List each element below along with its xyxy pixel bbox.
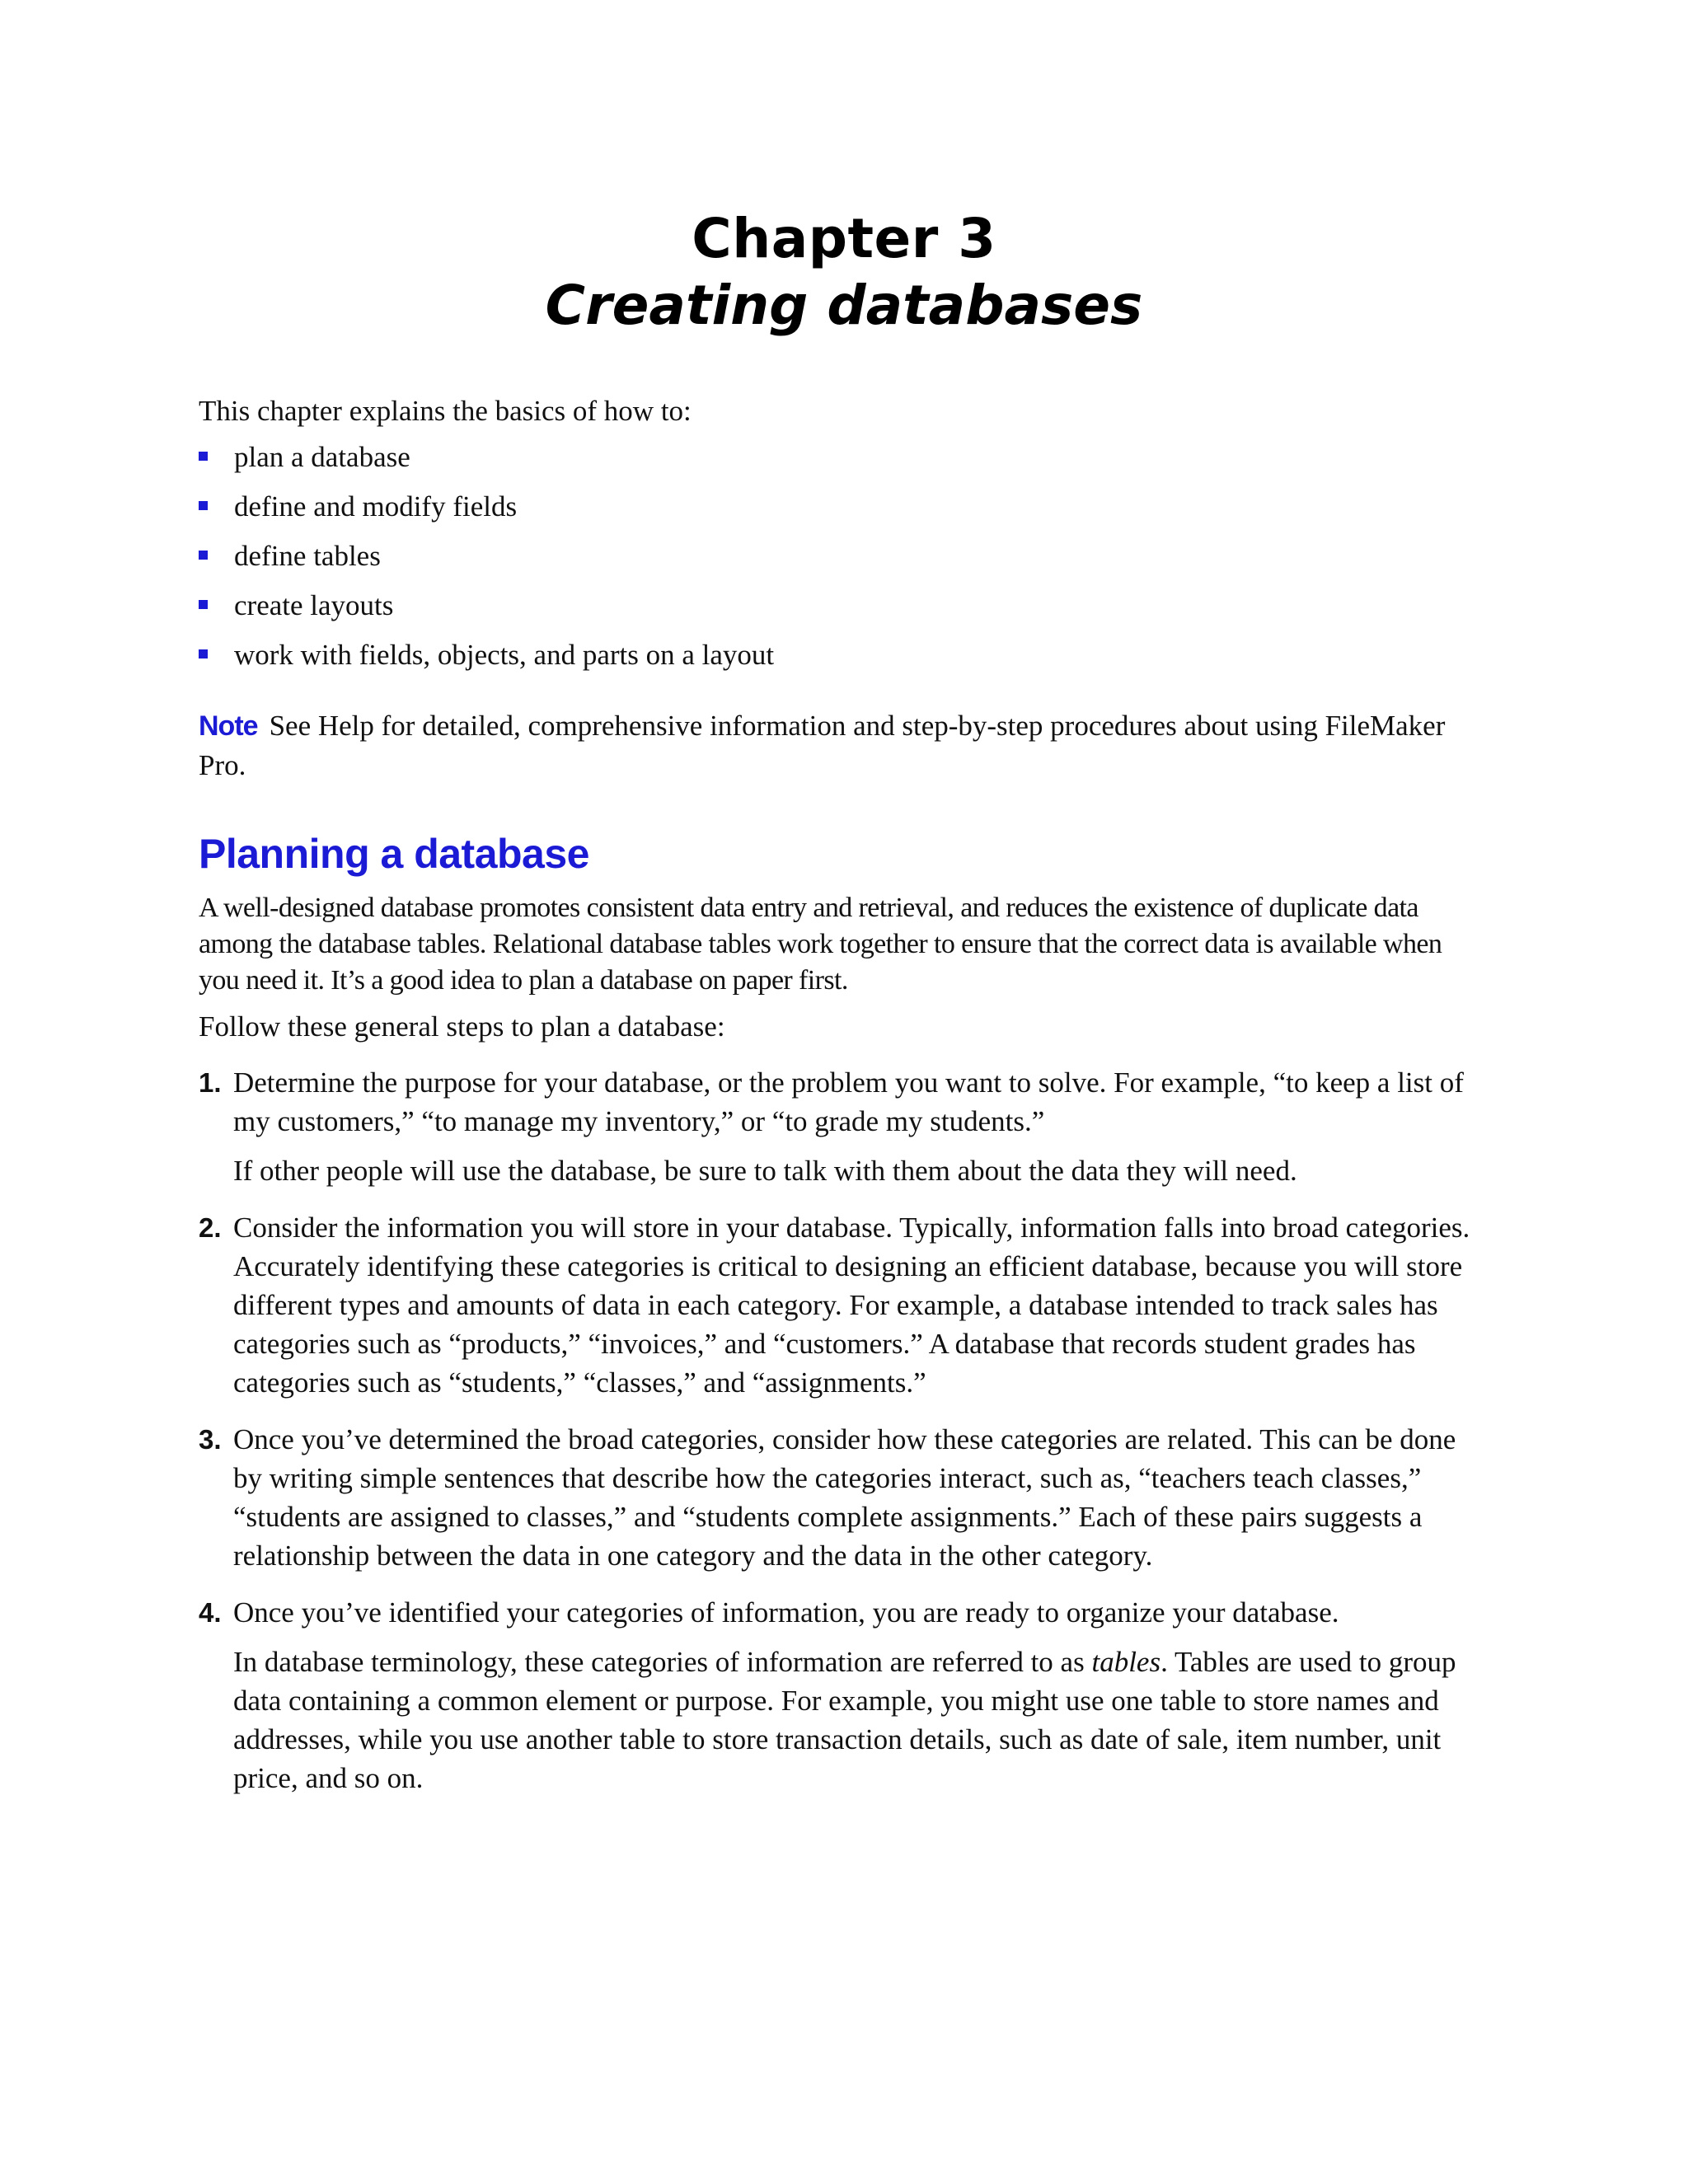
bullet-square-icon <box>199 600 208 609</box>
bullet-square-icon <box>199 452 208 461</box>
bullet-square-icon <box>199 649 208 658</box>
step-subtext: If other people will use the database, be sure to talk with them about the data they will need. <box>233 1155 1297 1187</box>
step-number: 2. <box>199 1212 222 1243</box>
note-label: Note <box>199 710 258 742</box>
topic-list <box>199 438 1484 674</box>
list-item <box>199 586 1484 625</box>
step-text: Once you’ve determined the broad categories, consider how these categories are related. This can be done by writing simple sentences that describe how the categories interact, such as, “teachers teach classes,” “students are assigned to classes,” and “students complete assignments.” Each of these pairs suggests a relationship between the data in one category and the data in the other category. <box>233 1423 1456 1572</box>
step-number: 1. <box>199 1067 222 1098</box>
list-item-text: define tables <box>234 540 381 572</box>
page-content <box>199 391 1484 1797</box>
list-item <box>199 487 1484 526</box>
list-item <box>199 537 1484 575</box>
step-text: Determine the purpose for your database, or the problem you want to solve. For example, “to keep a list of my customers,” “to manage my inventory,” or “to grade my students.” <box>233 1066 1464 1137</box>
bullet-square-icon <box>199 501 208 510</box>
section-paragraph: A well-designed database promotes consistent data entry and retrieval, and reduces the existence of duplicate data among the database tables. Relational database tables work together to ensure that the correct data is available when you need it. It’s a good idea to plan a database on paper first. <box>199 893 1442 996</box>
step-number: 3. <box>199 1424 222 1455</box>
step-subtext-start: In database terminology, these categories of information are referred to as <box>233 1646 1092 1678</box>
section-heading: Planning a database <box>199 831 589 877</box>
list-item <box>199 635 1484 674</box>
step-item <box>199 1063 1484 1190</box>
note-text: See Help for detailed, comprehensive information and step-by-step procedures about using FileMaker Pro. <box>199 710 1446 781</box>
list-item-text: define and modify fields <box>234 490 518 523</box>
step-number: 4. <box>199 1597 222 1628</box>
list-item <box>199 438 1484 476</box>
intro-text: This chapter explains the basics of how to: <box>199 395 692 427</box>
list-item-text: plan a database <box>234 441 410 473</box>
step-item <box>199 1208 1484 1402</box>
list-item-text: create layouts <box>234 589 394 621</box>
step-text: Once you’ve identified your categories of information, you are ready to organize your database. <box>233 1596 1339 1629</box>
step-item <box>199 1420 1484 1575</box>
step-subtext-end: . Tables are used to group data containing a common element or purpose. For example, you might use one table to store names and addresses, while you use another table to store transaction details, such as date of sale, item number, unit price, and so on. <box>233 1646 1456 1794</box>
step-subtext <box>233 1643 1484 1797</box>
bullet-square-icon <box>199 551 208 560</box>
list-item-text: work with fields, objects, and parts on a layout <box>234 639 775 671</box>
chapter-title: Creating databases <box>545 274 1143 337</box>
note-block <box>199 706 1484 785</box>
chapter-header <box>0 206 1688 340</box>
step-text: Consider the information you will store in your database. Typically, information falls into broad categories. Accurately identifying these categories is critical to designing an efficient database, because you will store different types and amounts of data in each category. For example, a database intended to track sales has categories such as “products,” “invoices,” and “customers.” A database that records student grades has categories such as “students,” “classes,” and “assignments.” <box>233 1212 1470 1399</box>
step-subtext-emphasis: tables <box>1091 1646 1161 1678</box>
step-item <box>199 1593 1484 1797</box>
chapter-number: Chapter 3 <box>692 207 996 270</box>
section-paragraph: Follow these general steps to plan a database: <box>199 1010 725 1043</box>
